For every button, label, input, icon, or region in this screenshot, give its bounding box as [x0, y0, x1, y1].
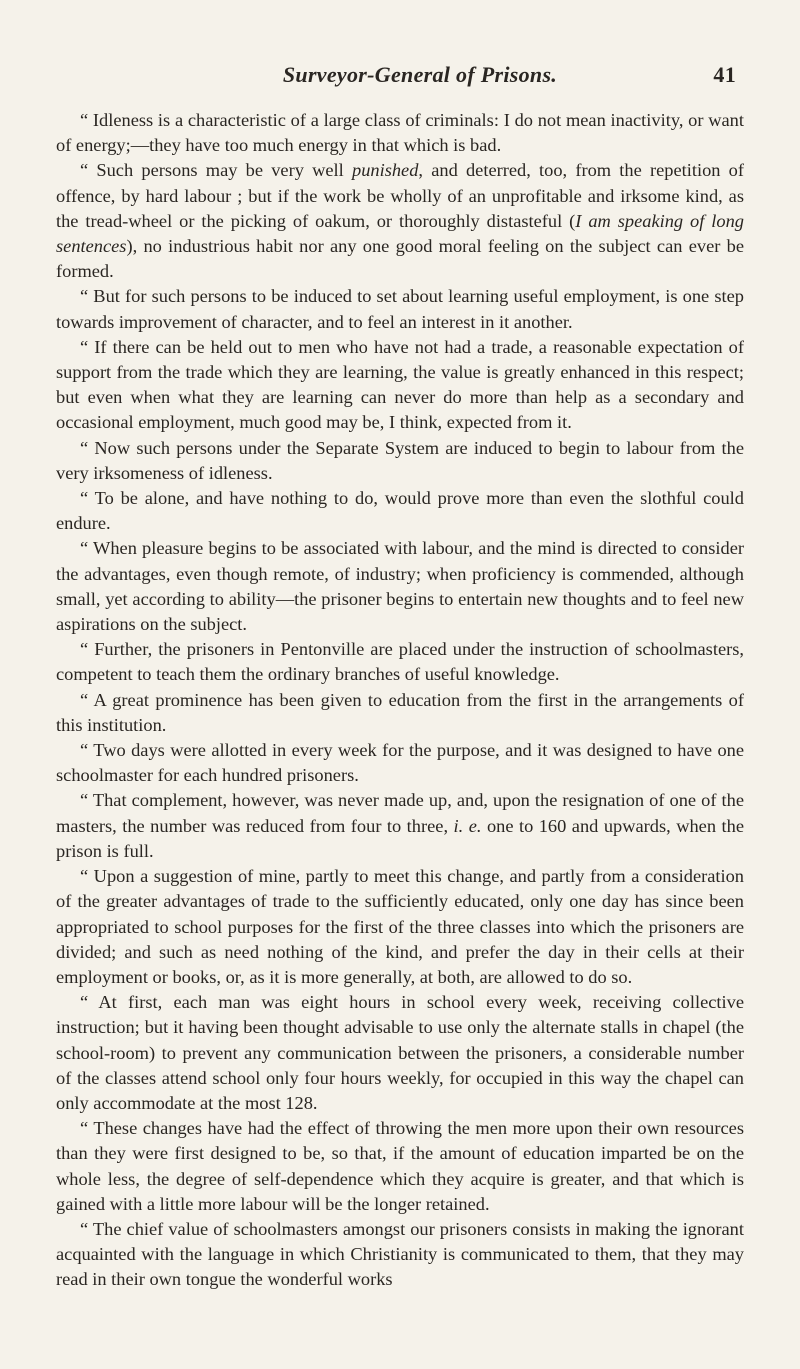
- text-run: “ To be alone, and have nothing to do, would prove more than even the slothful could endure.: [56, 488, 744, 534]
- running-title: Surveyor-General of Prisons.: [282, 62, 558, 87]
- paragraph: [56, 335, 744, 436]
- paragraph: [56, 738, 744, 788]
- text-run: “ The chief value of schoolmasters amongst our prisoners consists in making the ignorant acquainted with the language in which Christianity is communicated to them, that they may read in their own tongue the wonderful works: [56, 1218, 744, 1290]
- paragraph: [56, 990, 744, 1116]
- text-run: “ At first, each man was eight hours in school every week, receiving collective instruction; but it having been thought advisable to use only the alternate stalls in chapel (the school-room) to prevent any communication between the prisoners, a considerable number of the classes attend school only four hours weekly, for occupied in this way the chapel can only accommodate at the most 128.: [56, 992, 744, 1113]
- text-run: “ Such persons may be very well: [80, 160, 352, 181]
- paragraph: [56, 1217, 744, 1293]
- text-run: “ If there can be held out to men who have not had a trade, a reasonable expectation of support from the trade which they are learning, the value is greatly enhanced in this respect; but even when what they are learning can never do more than help as a secondary and occasional employment, much good may be, I think, expected from it.: [56, 336, 744, 433]
- text-run: ), no industrious habit nor any one good moral feeling on the subject can ever be formed.: [56, 236, 744, 282]
- text-run: “ Two days were allotted in every week for the purpose, and it was designed to have one schoolmaster for each hundred prisoners.: [56, 740, 744, 786]
- paragraph: [56, 284, 744, 334]
- text-run: “ These changes have had the effect of throwing the men more upon their own resources than they were first designed to be, so that, if the amount of education imparted be on the whole less, the degree of self-dependence which they acquire is greater, and that which is gained with a little more labour will be the longer retained.: [56, 1118, 744, 1214]
- italic-text: punished: [352, 160, 419, 181]
- text-run: “ Now such persons under the Separate System are induced to begin to labour from the very irksomeness of idleness.: [56, 437, 744, 483]
- paragraph: [56, 688, 744, 738]
- text-run: “ Further, the prisoners in Pentonville are placed under the instruction of schoolmasters, competent to teach them the ordinary branches of useful knowledge.: [56, 639, 744, 685]
- text-run: “ But for such persons to be induced to set about learning useful employment, is one step towards improvement of character, and to feel an interest in it another.: [56, 286, 744, 332]
- italic-text: i. e.: [453, 815, 482, 836]
- text-run: “ A great prominence has been given to education from the first in the arrangements of this institution.: [56, 689, 744, 735]
- paragraph: [56, 536, 744, 637]
- text-run: “ Idleness is a characteristic of a large class of criminals: I do not mean inactivity, or want of energy;—they have too much energy in that which is bad.: [56, 110, 744, 156]
- paragraph: [56, 1116, 744, 1217]
- text-run: , and deterred, too, from the repetition of offence, by hard labour ; but if the work be wholly of an unprofitable and irksome kind, as the tread-wheel or the picking of oakum, or thoroughly distasteful (: [56, 160, 744, 231]
- text-run: “ That complement, however, was never made up, and, upon the resignation of one of the masters, the number was reduced from four to three,: [56, 790, 744, 836]
- paragraph: [56, 637, 744, 687]
- paragraph: [56, 108, 744, 158]
- running-head: [56, 62, 744, 102]
- text-run: “ Upon a suggestion of mine, partly to meet this change, and partly from a consideration of the greater advantages of trade to the sufficiently educated, only one day has since been appropriated to school purposes for the first of the three classes into which the prisoners are divided; and such as need nothing of the kind, and prefer the day in their cells at their employment or books, or, as it is more generally, at both, are allowed to do so.: [56, 866, 744, 987]
- paragraph: [56, 158, 744, 284]
- page-number: 41: [713, 62, 736, 87]
- paragraph: [56, 864, 744, 990]
- text-run: one to 160 and upwards, when the prison is full.: [56, 815, 744, 861]
- paragraph: [56, 436, 744, 486]
- text-run: “ When pleasure begins to be associated with labour, and the mind is directed to consider the advantages, even though remote, of industry; when proficiency is commended, although small, yet according to ability—the prisoner begins to entertain new thoughts and to feel new aspirations on the subject.: [56, 538, 744, 635]
- body-text: [56, 108, 744, 1293]
- paragraph: [56, 486, 744, 536]
- paragraph: [56, 788, 744, 864]
- italic-text: I am speaking of long sentences: [56, 210, 744, 257]
